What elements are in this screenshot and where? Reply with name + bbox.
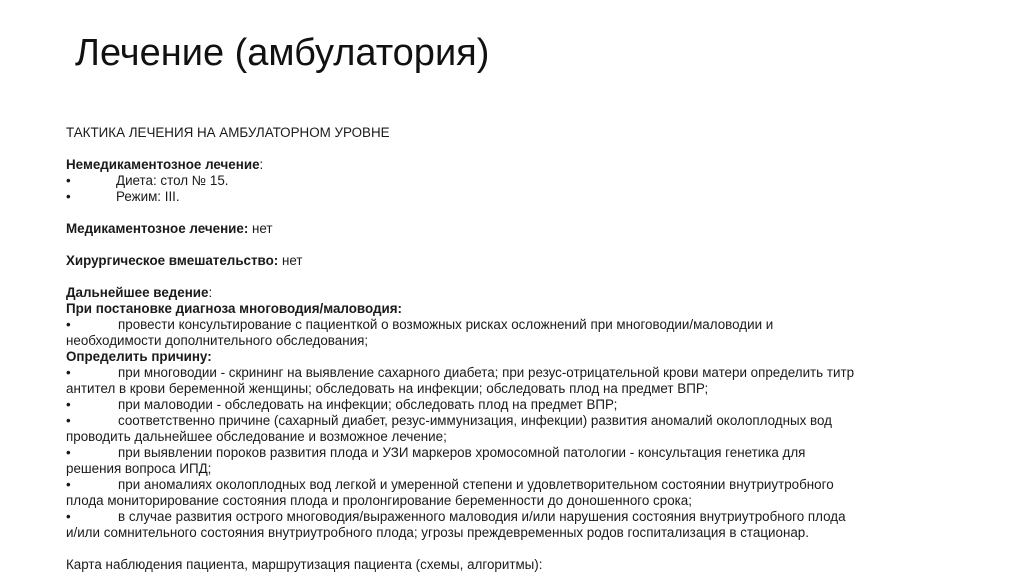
bullet-icon: • — [66, 365, 71, 380]
followup-colon: : — [208, 285, 213, 300]
followup-heading — [66, 285, 966, 301]
cause-item-continuation: проводить дальнейшее обследование и возможное лечение; — [66, 429, 447, 444]
bullet-icon: • — [66, 317, 71, 332]
cause-item-text: при маловодии - обследовать на инфекции; обследовать плод на предмет ВПР; — [118, 397, 618, 412]
list-item — [66, 189, 966, 205]
cause-item-continuation: и/или сомнительного состояния внутриутробного плода; угрозы преждевременных родов госпитализация в стационар. — [66, 525, 809, 540]
footer-text: Карта наблюдения пациента, маршрутизация пациента (схемы, алгоритмы): — [66, 557, 543, 572]
list-item — [66, 317, 966, 333]
list-item — [66, 173, 966, 189]
cause-item-text: соответственно причине (сахарный диабет, резус-иммунизация, инфекции) развития аномалий околоплодных вод — [118, 413, 832, 428]
bullet-icon: • — [66, 173, 71, 188]
bullet-icon: • — [66, 413, 71, 428]
cause-item-continuation: решения вопроса ИПД; — [66, 461, 212, 476]
followup-label: Дальнейшее ведение — [66, 285, 209, 300]
nonmed-label: Немедикаментозное лечение — [66, 157, 260, 172]
cause-item-text: в случае развития острого многоводия/выраженного маловодия и/или нарушения состояния внутриутробного плода — [118, 509, 846, 524]
nonmed-heading — [66, 157, 966, 173]
med-value: нет — [248, 221, 273, 236]
bullet-icon: • — [66, 477, 71, 492]
list-item — [66, 477, 966, 493]
list-item — [66, 509, 966, 525]
nonmed-item-regime: Режим: III. — [116, 189, 180, 204]
consult-line-1: провести консультирование с пациенткой о возможных рисках осложнений при многоводии/маловодии и — [118, 317, 774, 332]
spacer — [66, 141, 966, 157]
med-label: Медикаментозное лечение: — [66, 221, 249, 236]
cause-heading: Определить причину: — [66, 349, 212, 364]
cause-item-continuation: плода мониторирование состояния плода и пролонгирование беременности до доношенного срока; — [66, 493, 692, 508]
nonmed-item-diet: Диета: стол № 15. — [116, 173, 229, 188]
bullet-icon: • — [66, 397, 71, 412]
spacer — [66, 269, 966, 285]
med-line — [66, 221, 966, 237]
list-item — [66, 365, 966, 381]
bullet-icon: • — [66, 445, 71, 460]
cause-item-text: при аномалиях околоплодных вод легкой и умеренной степени и удовлетворительном состоянии внутриутробного — [118, 477, 834, 492]
cause-item-text: при выявлении пороков развития плода и УЗИ маркеров хромосомной патологии - консультация генетика для — [118, 445, 806, 460]
bullet-icon: • — [66, 509, 71, 524]
cause-item-text: при многоводии - скрининг на выявление сахарного диабета; при резус-отрицательной крови матери определить титр — [118, 365, 855, 380]
cause-item-continuation: антител в крови беременной женщины; обследовать на инфекции; обследовать плод на предмет ВПР; — [66, 381, 709, 396]
spacer — [66, 205, 966, 221]
surgery-value: нет — [278, 253, 303, 268]
section-heading: ТАКТИКА ЛЕЧЕНИЯ НА АМБУЛАТОРНОМ УРОВНЕ — [66, 125, 390, 140]
consult-line-2: необходимости дополнительного обследования; — [66, 333, 369, 348]
surgery-label: Хирургическое вмешательство: — [66, 253, 279, 268]
list-item — [66, 413, 966, 429]
slide-content — [66, 125, 966, 573]
bullet-icon: • — [66, 189, 71, 204]
spacer — [66, 237, 966, 253]
slide-title: Лечение (амбулатория) — [75, 32, 490, 74]
nonmed-colon: : — [259, 157, 264, 172]
surgery-line — [66, 253, 966, 269]
list-item — [66, 397, 966, 413]
spacer — [66, 541, 966, 557]
list-item — [66, 445, 966, 461]
diagnosis-heading: При постановке диагноза многоводия/маловодия: — [66, 301, 402, 316]
